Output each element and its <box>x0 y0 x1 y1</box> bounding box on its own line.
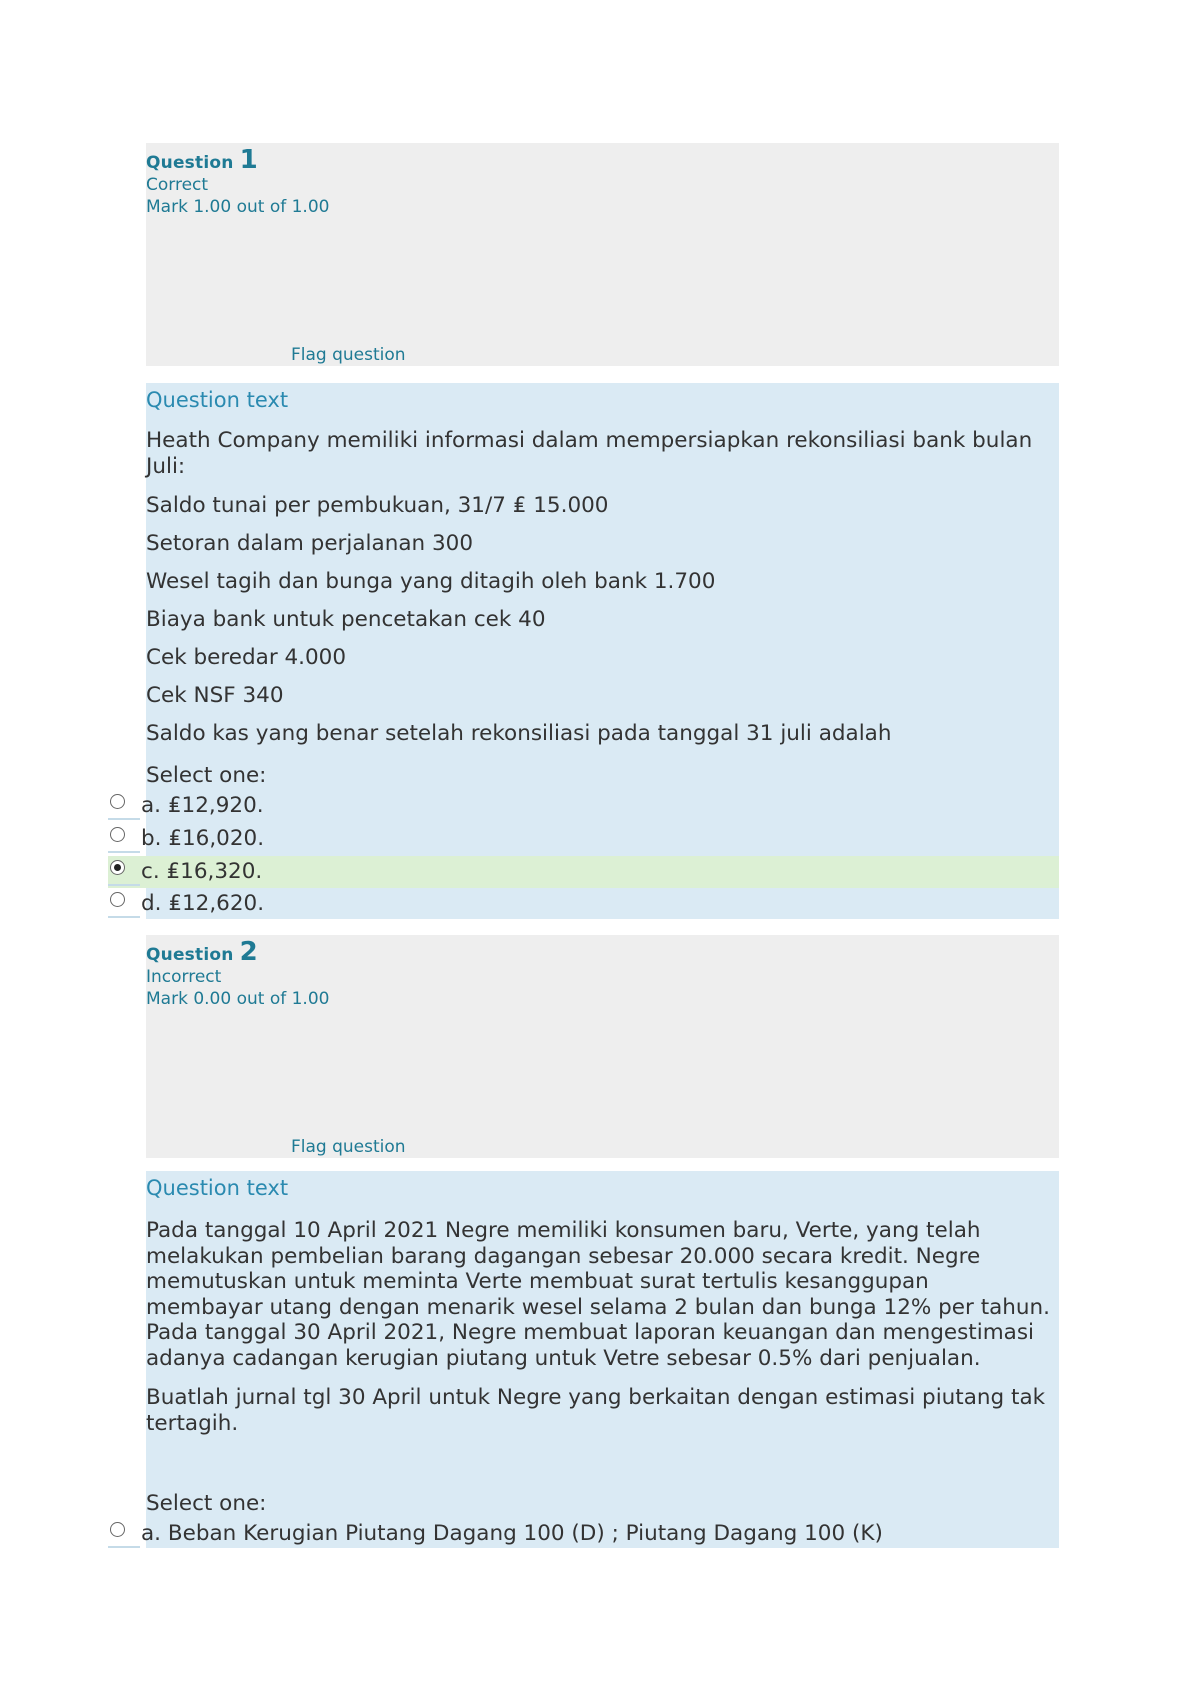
question-paragraph: Pada tanggal 10 April 2021 Negre memiliki konsumen baru, Verte, yang telah melakukan pembelian barang dagangan sebesar 20.000 secara kredit. Negre memutuskan untuk meminta Verte membuat surat tertulis kesanggupan membayar utang dengan menarik wesel selama 2 bulan dan bunga 12% per tahun. Pada tanggal 30 April 2021, Negre membuat laporan keuangan dan mengestimasi adanya cadangan kerugian piutang untuk Vetre sebesar 0.5% dari penjualan. <box>146 1218 1051 1371</box>
answer-option-c[interactable] <box>108 856 1059 888</box>
answer-option-d[interactable] <box>108 888 1059 920</box>
divider <box>108 884 140 886</box>
answer-label: c. ₤16,320. <box>141 859 263 884</box>
question-1-info <box>146 143 1059 366</box>
question-state: Correct <box>146 175 209 195</box>
question-label: Question <box>146 945 234 965</box>
question-text-heading: Question text <box>146 1176 289 1200</box>
question-number <box>146 937 258 967</box>
question-paragraph: Heath Company memiliki informasi dalam mempersiapkan rekonsiliasi bank bulan Juli: <box>146 428 1033 479</box>
question-paragraph: Cek beredar 4.000 <box>146 645 347 670</box>
radio-button[interactable] <box>110 794 125 809</box>
flag-question-link[interactable]: Flag question <box>291 345 406 365</box>
answer-option-a[interactable] <box>108 1518 1059 1550</box>
answer-option-b[interactable] <box>108 823 1059 855</box>
question-text-heading: Question text <box>146 388 289 412</box>
radio-button[interactable] <box>110 827 125 842</box>
question-paragraph: Saldo tunai per pembukuan, 31/7 ₤ 15.000 <box>146 493 609 518</box>
question-grade: Mark 1.00 out of 1.00 <box>146 197 330 217</box>
question-paragraph: Cek NSF 340 <box>146 683 284 708</box>
question-paragraph: Biaya bank untuk pencetakan cek 40 <box>146 607 546 632</box>
question-number-value: 1 <box>239 145 258 175</box>
question-label: Question <box>146 153 234 173</box>
answer-label: d. ₤12,620. <box>141 891 265 916</box>
question-paragraph: Setoran dalam perjalanan 300 <box>146 531 473 556</box>
answer-label: b. ₤16,020. <box>141 826 265 851</box>
answer-label: a. ₤12,920. <box>141 793 264 818</box>
flag-question-link[interactable]: Flag question <box>291 1137 406 1157</box>
radio-button-checked[interactable] <box>110 860 125 875</box>
question-paragraph: Wesel tagih dan bunga yang ditagih oleh bank 1.700 <box>146 569 716 594</box>
radio-button[interactable] <box>110 892 125 907</box>
question-number <box>146 145 258 175</box>
question-2-info <box>146 935 1059 1158</box>
divider <box>108 851 140 853</box>
question-paragraph: Saldo kas yang benar setelah rekonsiliasi pada tanggal 31 juli adalah <box>146 721 892 746</box>
select-one-prompt: Select one: <box>146 1491 267 1516</box>
answer-option-a[interactable] <box>108 790 1059 822</box>
question-state: Incorrect <box>146 967 222 987</box>
select-one-prompt: Select one: <box>146 763 267 788</box>
question-number-value: 2 <box>239 937 258 967</box>
question-paragraph: Buatlah jurnal tgl 30 April untuk Negre yang berkaitan dengan estimasi piutang tak tertagih. <box>146 1385 1046 1436</box>
question-2-content <box>146 1171 1059 1548</box>
divider <box>108 916 140 918</box>
divider <box>108 1546 140 1548</box>
question-grade: Mark 0.00 out of 1.00 <box>146 989 330 1009</box>
divider <box>108 818 140 820</box>
radio-button[interactable] <box>110 1522 125 1537</box>
answer-label: a. Beban Kerugian Piutang Dagang 100 (D) ; Piutang Dagang 100 (K) <box>141 1521 883 1546</box>
